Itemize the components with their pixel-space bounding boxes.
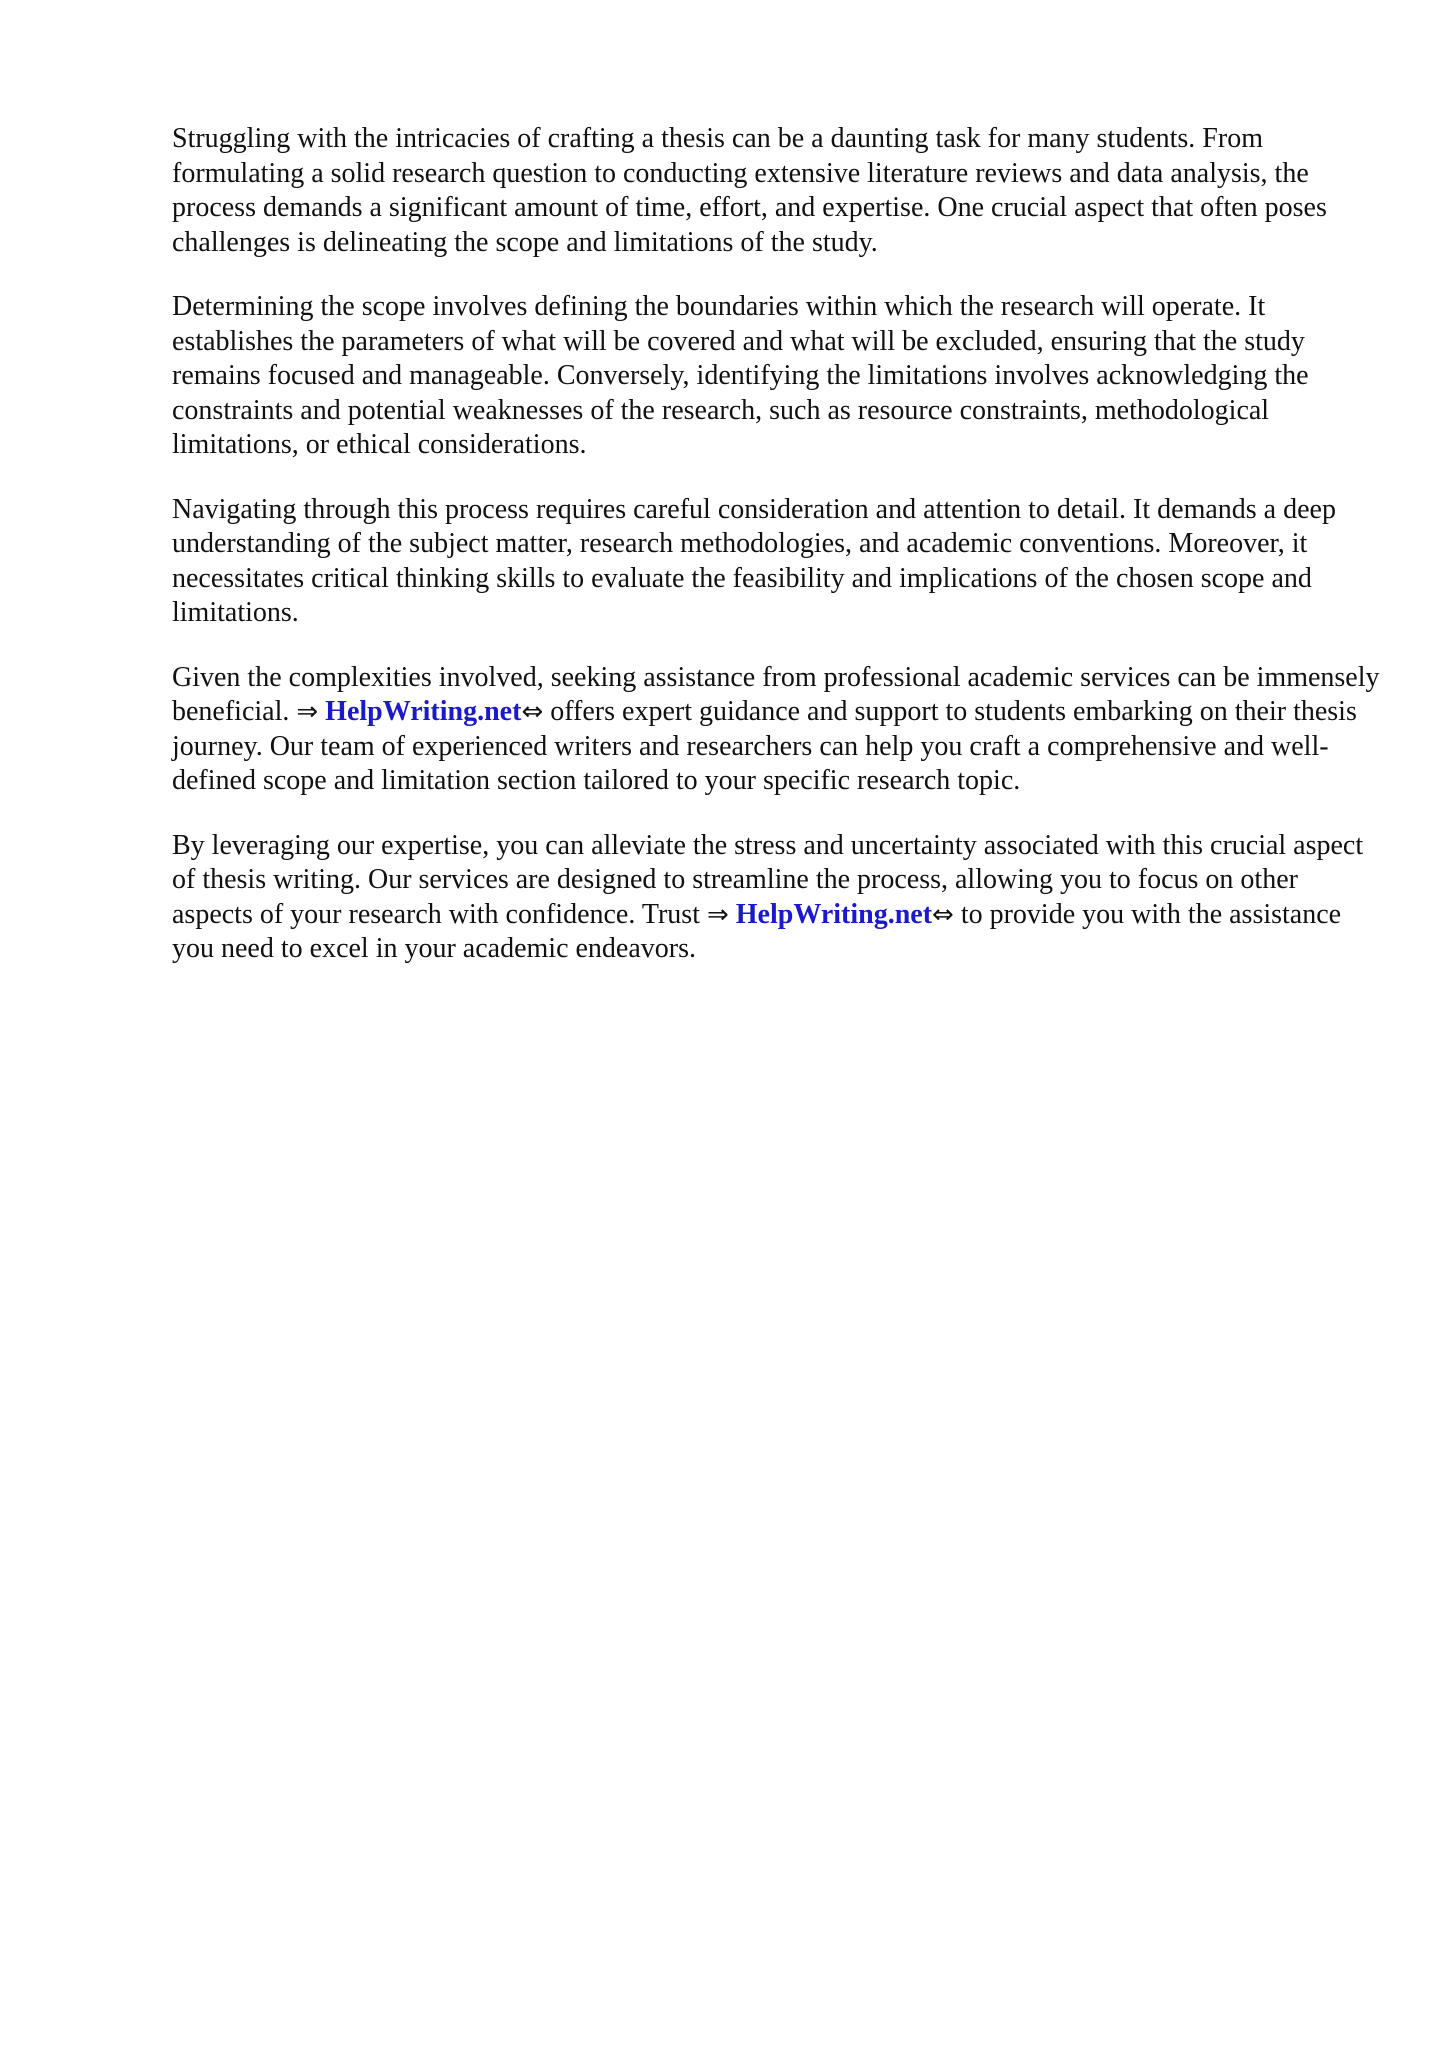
paragraph-5-text-after: to provide you with the assistance you need to excel in your academic endeavors. [172,898,1342,964]
double-arrow-icon: ⇔ [521,697,544,727]
paragraph-4-text-before: Given the complexities involved, seeking assistance from professional academic services can be immensely beneficial. [172,661,1380,727]
paragraph-2: Determining the scope involves defining the boundaries within which the research will operate. It establishes the parameters of what will be covered and what will be excluded, ensuring that the study remains focused and manageable. Conversely, identifying the limitations involves acknowledging the constraints and potential weaknesses of the research, such as resource constraints, methodological limitations, or ethical considerations. [172,291,1309,460]
paragraph-4 [172,661,1380,799]
helpwriting-link[interactable]: HelpWriting.net [325,696,522,727]
document-body [172,122,1380,997]
paragraph-5-text-before: By leveraging our expertise, you can alleviate the stress and uncertainty associated with this crucial aspect of thesis writing. Our services are designed to streamline the process, allowing you to focus on other aspects of your research with confidence. Trust [172,829,1364,930]
paragraph-5 [172,829,1380,967]
right-arrow-icon: ⇒ [706,899,729,930]
double-arrow-icon: ⇔ [932,899,954,930]
paragraph-3: Navigating through this process requires careful consideration and attention to detail. It demands a deep understanding of the subject matter, research methodologies, and academic conventions. Moreover, it necessitates critical thinking skills to evaluate the feasibility and implications of the chosen scope and limitations. [172,493,1336,628]
paragraph-1: Struggling with the intricacies of crafting a thesis can be a daunting task for many students. From formulating a solid research question to conducting extensive literature reviews and data analysis, the process demands a significant amount of time, effort, and expertise. One crucial aspect that often poses challenges is delineating the scope and limitations of the study. [172,123,1327,258]
right-arrow-icon: ⇒ [296,697,319,727]
helpwriting-link[interactable]: HelpWriting.net [735,898,933,930]
paragraph-4-text-after: offers expert guidance and support to students embarking on their thesis journey. Our team of experienced writers and researchers can help you craft a comprehensive and well-defined scope and limitation section tailored to your specific research topic. [172,696,1357,796]
